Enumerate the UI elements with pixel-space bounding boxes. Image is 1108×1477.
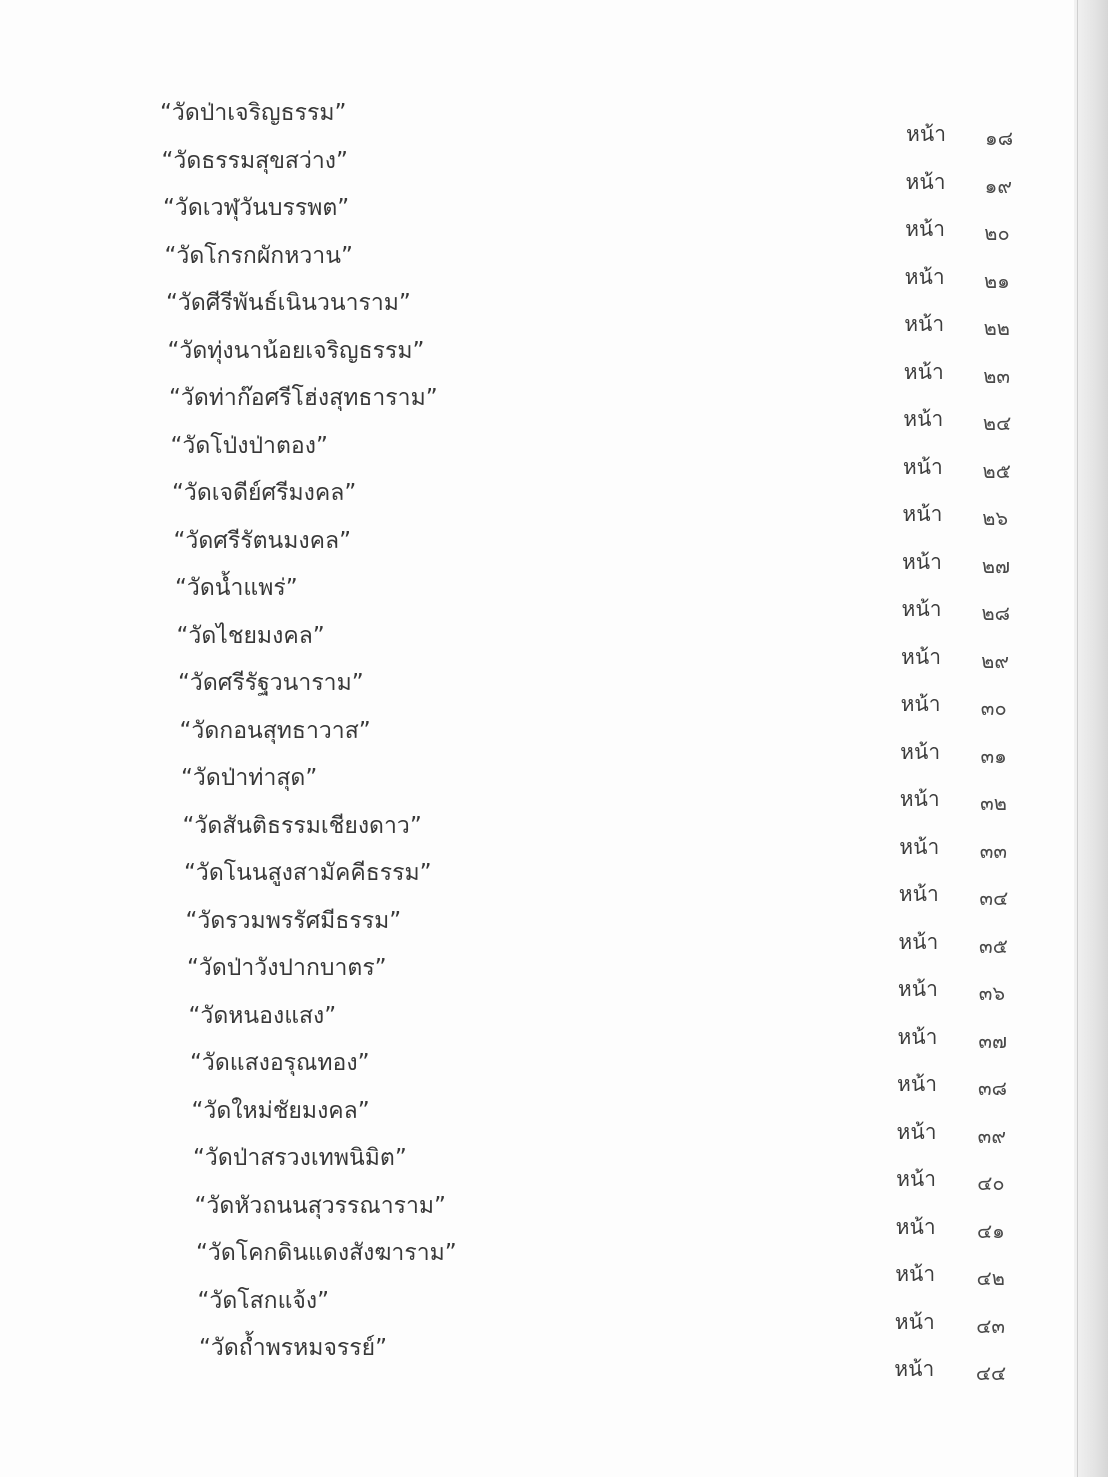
toc-entry-page-number: ๒๓ xyxy=(983,363,1011,388)
toc-entry-title: “วัดศรีรัฐวนาราม” xyxy=(178,670,364,696)
toc-entry-page-label: หน้า xyxy=(902,454,943,479)
toc-entry-title: “วัดกอนสุทธาวาส” xyxy=(179,717,371,744)
toc-entry-page-number: ๓๓ xyxy=(979,838,1008,863)
toc-entry xyxy=(0,573,1108,625)
toc-entry-title: “วัดหนองแสง” xyxy=(188,1002,337,1029)
toc-entry-page-number: ๑๘ xyxy=(985,126,1014,150)
toc-entry xyxy=(0,858,1108,910)
toc-entry-page-number: ๒๐ xyxy=(984,221,1010,245)
toc-entry-title: “วัดศีรีพันธ์เนินวนาราม” xyxy=(166,290,411,316)
toc-entry-page-number: ๒๘ xyxy=(981,601,1011,625)
toc-entry-title: “วัดโกรกผักหวาน” xyxy=(164,242,353,269)
toc-entry-page-label: หน้า xyxy=(896,1167,937,1191)
toc-entry-page-label: หน้า xyxy=(901,597,942,621)
toc-entry-title: “วัดโสกแจ้ง” xyxy=(197,1287,330,1314)
toc-entry-page-number: ๓๑ xyxy=(980,743,1007,768)
toc-entry-page-label: หน้า xyxy=(894,1309,935,1334)
toc-entry-title: “วัดรวมพรรัศมีธรรม” xyxy=(185,907,402,934)
toc-entry-page-label: หน้า xyxy=(904,312,945,336)
toc-entry-page-number: ๒๙ xyxy=(981,648,1009,673)
toc-entry xyxy=(0,193,1108,245)
toc-entry-title: “วัดป่าวังปากบาตร” xyxy=(187,955,387,981)
toc-entry-title: “วัดทุ่งนาน้อยเจริญธรรม” xyxy=(167,337,425,364)
toc-entry-page-label: หน้า xyxy=(905,169,946,194)
toc-entry-page-label: หน้า xyxy=(895,1262,936,1286)
toc-entry-title: “วัดโคกดินแดงสังฆาราม” xyxy=(196,1240,457,1266)
toc-entry-page-label: หน้า xyxy=(906,122,946,146)
toc-entry-page-number: ๓๘ xyxy=(978,1076,1008,1100)
toc-entry-title: “วัดท่าก๊อศรีโฮ่งสุทธาราม” xyxy=(169,385,438,411)
toc-entry-page-number: ๒๖ xyxy=(982,506,1009,530)
toc-entry-page-label: หน้า xyxy=(905,217,946,241)
toc-entry-page-label: หน้า xyxy=(897,1072,937,1096)
toc-entry-page-number: ๒๒ xyxy=(983,316,1010,340)
toc-entry xyxy=(0,1143,1108,1195)
toc-entry-page-label: หน้า xyxy=(898,882,939,906)
toc-entry-page-label: หน้า xyxy=(900,739,941,764)
toc-entry-page-number: ๔๓ xyxy=(976,1313,1006,1338)
toc-entry xyxy=(0,716,1108,768)
toc-entry xyxy=(0,383,1108,435)
toc-entry-title: “วัดหัวถนนสุวรรณาราม” xyxy=(194,1192,446,1219)
toc-entry-page-label: หน้า xyxy=(903,359,944,384)
toc-entry xyxy=(0,336,1108,388)
toc-entry-page-label: หน้า xyxy=(895,1214,936,1239)
toc-entry xyxy=(0,1238,1108,1290)
toc-entry-page-number: ๒๗ xyxy=(981,553,1011,578)
toc-entry xyxy=(0,431,1108,483)
toc-entry-page-label: หน้า xyxy=(898,929,939,954)
toc-entry-page-number: ๔๔ xyxy=(975,1361,1007,1385)
toc-entry xyxy=(0,763,1108,815)
toc-entry xyxy=(0,1286,1108,1338)
toc-entry-title: “วัดใหม่ชัยมงคล” xyxy=(191,1097,370,1124)
toc-entry xyxy=(0,1333,1108,1385)
toc-entry-page-number: ๑๙ xyxy=(984,173,1012,198)
toc-entry-title: “วัดแสงอรุณทอง” xyxy=(190,1050,370,1076)
toc-entry-title: “วัดสันติธรรมเชียงดาว” xyxy=(182,812,422,839)
toc-entry-title: “วัดป่าสรวงเทพนิมิต” xyxy=(193,1145,407,1171)
toc-entry xyxy=(0,1191,1108,1243)
toc-entry-page-number: ๔๒ xyxy=(976,1266,1005,1290)
toc-entry xyxy=(0,1096,1108,1148)
toc-entry xyxy=(0,146,1108,198)
toc-entry-page-label: หน้า xyxy=(897,1024,938,1049)
toc-entry-page-label: หน้า xyxy=(902,502,943,526)
toc-entry xyxy=(0,288,1108,340)
toc-entry-page-number: ๔๐ xyxy=(977,1171,1005,1195)
toc-entry-page-number: ๔๑ xyxy=(976,1218,1005,1243)
toc-entry-title: “วัดถ้ำพรหมจรรย์” xyxy=(199,1335,388,1361)
toc-entry-page-number: ๓๒ xyxy=(980,791,1007,815)
toc-entry-title: “วัดธรรมสุขสว่าง” xyxy=(161,147,348,174)
toc-entry-page-number: ๒๔ xyxy=(982,411,1012,435)
toc-entry-title: “วัดโนนสูงสามัคคีธรรม” xyxy=(184,860,432,886)
toc-entry-title: “วัดป่าเจริญธรรม” xyxy=(160,100,347,126)
toc-entry xyxy=(0,906,1108,958)
toc-entry-page-label: หน้า xyxy=(901,549,942,574)
toc-entry xyxy=(0,478,1108,530)
toc-entry xyxy=(0,621,1108,673)
toc-entry-page-number: ๓๔ xyxy=(979,886,1009,910)
toc-entry-page-label: หน้า xyxy=(899,787,940,811)
toc-entry-page-number: ๓๗ xyxy=(978,1028,1008,1053)
toc-entry-page-label: หน้า xyxy=(901,644,942,669)
toc-entry-title: “วัดเวฬุวันบรรพต” xyxy=(163,195,350,221)
toc-entry-page-label: หน้า xyxy=(903,407,944,431)
toc-entry xyxy=(0,98,1108,150)
toc-entry-page-label: หน้า xyxy=(894,1357,935,1381)
toc-entry-page-number: ๓๕ xyxy=(979,933,1008,958)
toc-entry-title: “วัดป่าท่าสุด” xyxy=(181,765,318,791)
toc-entry-page-label: หน้า xyxy=(897,977,938,1001)
toc-entry-page-label: หน้า xyxy=(896,1119,937,1144)
toc-entry xyxy=(0,526,1108,578)
toc-entry xyxy=(0,241,1108,293)
toc-entry-page-label: หน้า xyxy=(900,692,941,716)
toc-entry-page-number: ๓๙ xyxy=(977,1123,1006,1148)
toc-entry-page-number: ๓๐ xyxy=(980,696,1007,720)
toc-entry xyxy=(0,668,1108,720)
toc-entry-title: “วัดศรีรัตนมงคล” xyxy=(173,527,352,554)
toc-entry-title: “วัดน้ำแพร่” xyxy=(175,575,298,601)
toc-entry-page-label: หน้า xyxy=(899,834,940,859)
toc-entry xyxy=(0,811,1108,863)
toc-entry xyxy=(0,953,1108,1005)
toc-entry-page-number: ๒๕ xyxy=(982,458,1011,483)
toc-entry-title: “วัดไชยมงคล” xyxy=(176,622,325,649)
toc-entry xyxy=(0,1001,1108,1053)
toc-entry-title: “วัดโป่งป่าตอง” xyxy=(170,432,328,459)
toc-entry-page-number: ๓๖ xyxy=(978,981,1006,1005)
toc-entry-title: “วัดเจดีย์ศรีมงคล” xyxy=(172,480,357,506)
toc-entry-page-number: ๒๑ xyxy=(983,268,1010,293)
toc-entry-page-label: หน้า xyxy=(904,264,945,289)
toc-entry xyxy=(0,1048,1108,1100)
